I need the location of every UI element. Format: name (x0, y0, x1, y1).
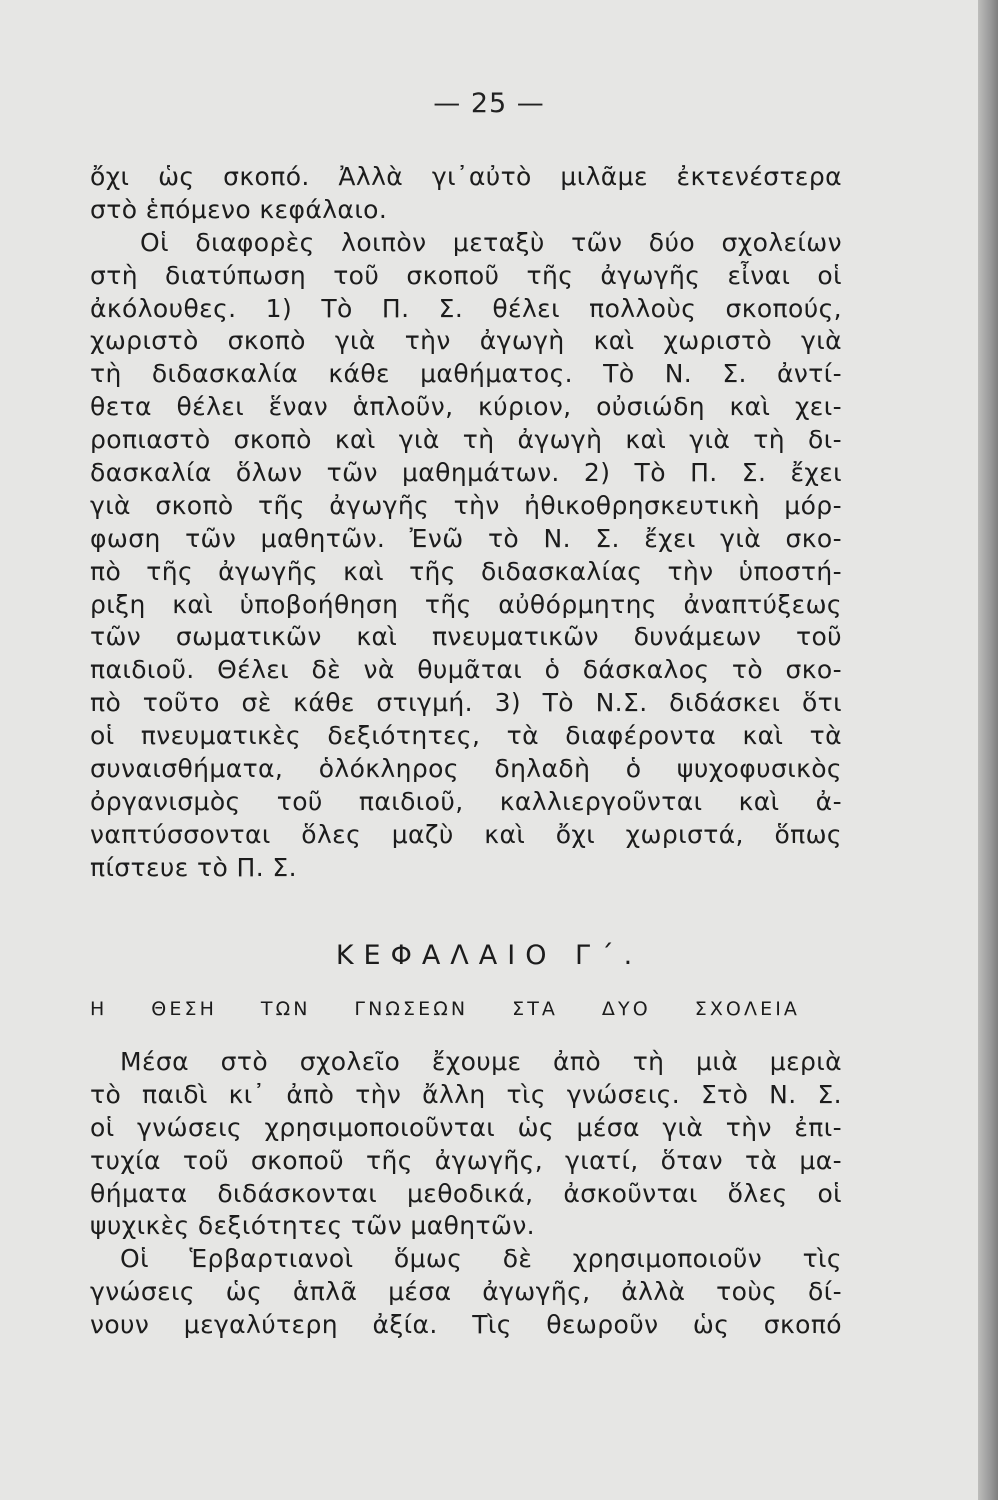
text-line: τὸ παιδὶ κι᾿ ἀπὸ τὴν ἄλλη τὶς γνώσεις. Στὸ Ν. Σ. (90, 1079, 842, 1109)
text-line: ὄχι ὡς σκοπό. Ἀλλὰ γι᾿αὐτὸ μιλᾶμε ἐκτενέστερα (90, 162, 842, 191)
text-line: ἀκόλουθες. 1) Τὸ Π. Σ. θέλει πολλοὺς σκοπούς, (90, 293, 842, 323)
text-line: χωριστὸ σκοπὸ γιὰ τὴν ἀγωγὴ καὶ χωριστὸ γιὰ (90, 326, 842, 356)
text-line: συναισθήματα, ὁλόκληρος δηλαδὴ ὁ ψυχοφυσικὸς (90, 754, 842, 784)
text-line: τῶν σωματικῶν καὶ πνευματικῶν δυνάμεων τοῦ (90, 622, 842, 652)
text-line: θήματα διδάσκονται μεθοδικά, ἀσκοῦνται ὅλες οἱ (90, 1178, 842, 1208)
body-text-section-2 (90, 1046, 842, 1342)
body-text-section-1 (90, 161, 842, 885)
text-line: Οἱ διαφορὲς λοιπὸν μεταξὺ τῶν δύο σχολείων (140, 227, 842, 257)
text-line: στὴ διατύπωση τοῦ σκοποῦ τῆς ἀγωγῆς εἶναι οἱ (90, 260, 842, 290)
text-line: νουν μεγαλύτερη ἀξία. Τὶς θεωροῦν ὡς σκοπό (90, 1310, 842, 1340)
text-line: γιὰ σκοπὸ τῆς ἀγωγῆς τὴν ἠθικοθρησκευτικὴ μόρ- (90, 490, 842, 520)
text-line: τυχία τοῦ σκοποῦ τῆς ἀγωγῆς, γιατί, ὅταν τὰ μα- (90, 1145, 842, 1175)
text-line: πίστευε τὸ Π. Σ. (90, 852, 297, 882)
text-line: Οἱ Ἑρβαρτιανοὶ ὅμως δὲ χρησιμοποιοῦν τὶς (120, 1244, 842, 1274)
text-line: ροπιαστὸ σκοπὸ καὶ γιὰ τὴ ἀγωγὴ καὶ γιὰ τὴ δι- (90, 425, 842, 455)
text-line: ὀργανισμὸς τοῦ παιδιοῦ, καλλιεργοῦνται καὶ ἀ- (90, 786, 842, 816)
text-line: τὴ διδασκαλία κάθε μαθήματος. Τὸ Ν. Σ. ἀντί- (90, 359, 842, 389)
text-line: ριξη καὶ ὑποβοήθηση τῆς αὐθόρμητης ἀναπτύξεως (90, 589, 842, 619)
chapter-title: ΚΕΦΑΛΑΙΟ Γ΄. (335, 940, 643, 971)
chapter-subtitle: Η ΘΕΣΗ ΤΩΝ ΓΝΩΣΕΩΝ ΣΤΑ ΔΥΟ ΣΧΟΛΕΙΑ (90, 998, 800, 1020)
page-number: — 25 — (433, 88, 545, 119)
text-line: θετα θέλει ἕναν ἁπλοῦν, κύριον, οὐσιώδη καὶ χει- (90, 392, 842, 422)
page-edge-shadow (978, 0, 998, 1500)
text-line: στὸ ἑπόμενο κεφάλαιο. (90, 194, 388, 224)
text-line: γνώσεις ὡς ἁπλᾶ μέσα ἀγωγῆς, ἀλλὰ τοὺς δί- (90, 1277, 842, 1307)
text-line: ναπτύσσονται ὅλες μαζὺ καὶ ὄχι χωριστά, ὅπως (90, 819, 842, 849)
text-line: οἱ γνώσεις χρησιμοποιοῦνται ὡς μέσα γιὰ τὴν ἐπι- (90, 1112, 842, 1142)
text-line: Μέσα στὸ σχολεῖο ἔχουμε ἀπὸ τὴ μιὰ μεριὰ (120, 1047, 842, 1076)
text-line: πὸ τῆς ἀγωγῆς καὶ τῆς διδασκαλίας τὴν ὑποστή- (90, 556, 842, 586)
text-line: δασκαλία ὅλων τῶν μαθημάτων. 2) Τὸ Π. Σ. ἔχει (90, 458, 842, 488)
text-line: φωση τῶν μαθητῶν. Ἐνῶ τὸ Ν. Σ. ἔχει γιὰ σκο- (90, 523, 842, 553)
text-line: οἱ πνευματικὲς δεξιότητες, τὰ διαφέροντα καὶ τὰ (90, 721, 842, 751)
text-line: παιδιοῦ. Θέλει δὲ νὰ θυμᾶται ὁ δάσκαλος τὸ σκο- (90, 655, 842, 685)
text-line: ψυχικὲς δεξιότητες τῶν μαθητῶν. (90, 1211, 536, 1241)
text-line: πὸ τοῦτο σὲ κάθε στιγμή. 3) Τὸ Ν.Σ. διδάσκει ὅτι (90, 688, 842, 718)
